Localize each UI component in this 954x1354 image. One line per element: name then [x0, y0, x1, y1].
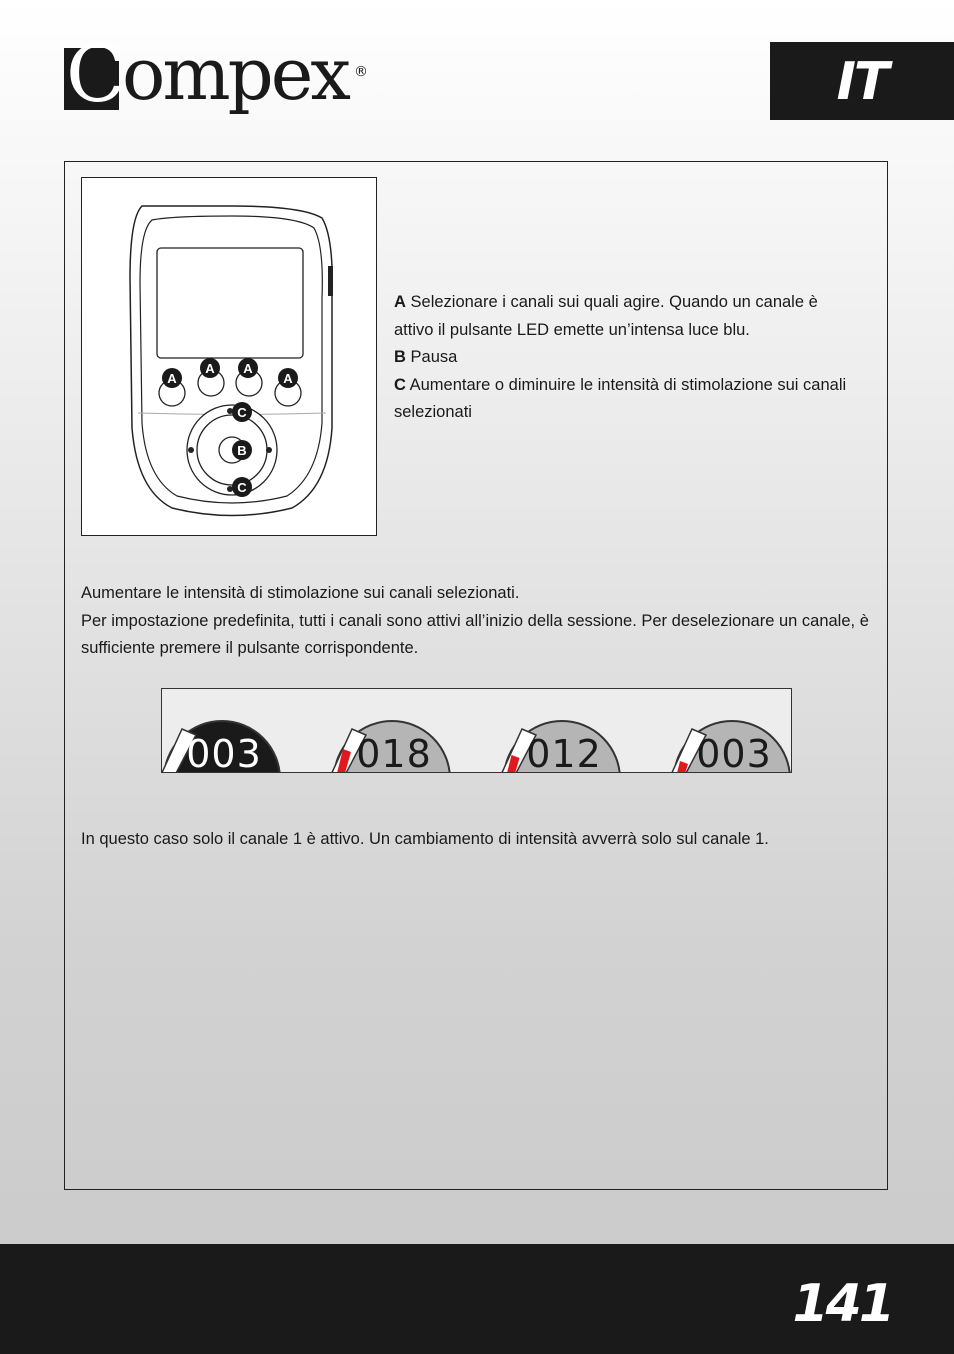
legend-item-b: [394, 344, 854, 372]
note-text: In questo caso solo il canale 1 è attivo. Un cambiamento di intensità avverrà solo sul canale 1.: [81, 830, 769, 848]
dial-value: 003: [696, 732, 772, 773]
logo-wordmark: ompex: [122, 32, 348, 116]
logo-initial: C: [66, 30, 126, 120]
label-a-4: A: [283, 371, 293, 386]
dial-value: 003: [186, 732, 262, 773]
legend-text: Pausa: [410, 348, 458, 366]
language-tab: IT: [770, 42, 954, 120]
device-illustration: [81, 177, 377, 536]
label-c-top: C: [237, 405, 247, 420]
channel-dial-2: [330, 721, 450, 773]
footer-bar: [0, 1244, 954, 1354]
channel-dial-3: [500, 721, 620, 773]
legend-key: B: [394, 348, 406, 366]
description-line-2: Per impostazione predefinita, tutti i canali sono attivi all’inizio della sessione. Per deselezionare un canale, è sufficiente premere il pulsante corrispondente.: [81, 611, 869, 657]
legend-item-a: [394, 289, 854, 344]
channel-dials: [162, 689, 792, 773]
label-a-2: A: [205, 361, 215, 376]
description: [81, 580, 881, 663]
registered-mark: ®: [354, 64, 368, 80]
label-a-1: A: [167, 371, 177, 386]
page-number: 141: [792, 1274, 892, 1334]
dial-value: 018: [356, 732, 432, 773]
channel-dial-4: [670, 721, 790, 773]
channel-dial-1: [162, 721, 280, 773]
legend-item-c: [394, 372, 854, 427]
device-drawing: [82, 178, 376, 535]
logo-mark: [64, 30, 126, 120]
dial-value: 012: [526, 732, 602, 773]
button-legend: [394, 289, 854, 427]
legend-text: Aumentare o diminuire le intensità di stimolazione sui canali selezionati: [394, 375, 847, 421]
label-a-3: A: [243, 361, 253, 376]
label-c-bottom: C: [237, 480, 247, 495]
description-line-1: Aumentare le intensità di stimolazione sui canali selezionati.: [81, 584, 520, 602]
legend-key: A: [394, 293, 406, 311]
legend-text: Selezionare i canali sui quali agire. Quando un canale è attivo il pulsante LED emette un’intensa luce blu.: [394, 293, 818, 339]
channel-display: [161, 688, 792, 773]
label-b: B: [237, 443, 247, 458]
legend-key: C: [394, 375, 406, 394]
